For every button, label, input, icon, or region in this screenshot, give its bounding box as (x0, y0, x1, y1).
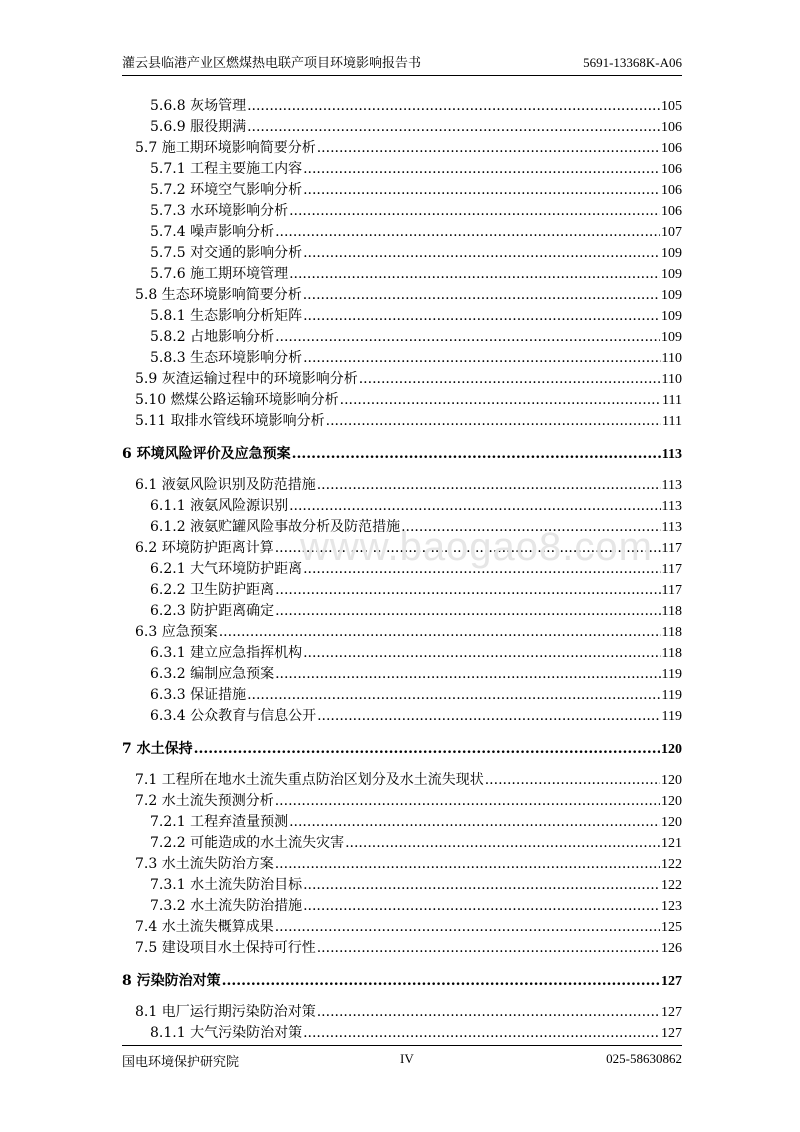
toc-entry-page: 109 (661, 246, 682, 261)
toc-entry-title: 8.1.1 大气污染防治对策 (150, 1025, 303, 1041)
toc-entry-page: 117 (661, 583, 682, 598)
toc-entry-page: 106 (661, 204, 682, 219)
toc-entry-title: 6.2.1 大气环境防护距离 (150, 561, 303, 577)
toc-entry[interactable] (122, 832, 682, 853)
toc-entry-title: 6 环境风险评价及应急预案 (122, 446, 291, 462)
toc-entry-page: 120 (661, 815, 682, 830)
toc-entry[interactable] (122, 663, 682, 684)
toc-entry[interactable] (122, 305, 682, 326)
toc-entry-title: 5.7.3 水环境影响分析 (150, 203, 289, 219)
toc-leader-dots (275, 793, 660, 809)
toc-entry-title: 7.3.2 水土流失防治措施 (150, 898, 303, 914)
toc-entry-title: 7.2 水土流失预测分析 (135, 793, 274, 809)
toc-entry[interactable] (122, 738, 682, 760)
toc-leader-dots (219, 624, 661, 640)
toc-leader-dots (303, 161, 660, 177)
toc-entry[interactable] (122, 970, 682, 992)
toc-entry-page: 119 (661, 709, 682, 724)
toc-entry-title: 7.5 建设项目水土保持可行性 (135, 940, 316, 956)
toc-leader-dots (275, 666, 660, 682)
toc-entry-title: 5.7.5 对交通的影响分析 (150, 245, 303, 261)
toc-entry[interactable] (122, 95, 682, 116)
toc-entry-page: 113 (661, 499, 682, 514)
toc-entry[interactable] (122, 1001, 682, 1022)
toc-leader-dots (275, 856, 660, 872)
toc-entry-title: 5.7 施工期环境影响简要分析 (135, 140, 316, 156)
toc-leader-dots (303, 287, 660, 303)
toc-entry-title: 5.10 燃煤公路运输环境影响分析 (135, 392, 339, 408)
toc-entry-page: 109 (661, 309, 682, 324)
toc-leader-dots (303, 898, 660, 914)
toc-leader-dots (340, 392, 661, 408)
toc-entry-title: 6.3 应急预案 (135, 624, 218, 640)
toc-leader-dots (303, 645, 660, 661)
toc-entry-page: 110 (661, 351, 682, 366)
toc-entry-page: 111 (662, 414, 682, 429)
toc-entry[interactable] (122, 326, 682, 347)
watermark: www.baogao8.com (300, 525, 653, 569)
toc-entry[interactable] (122, 1022, 682, 1043)
toc-entry-title: 7.3.1 水土流失防治目标 (150, 877, 303, 893)
toc-entry[interactable] (122, 621, 682, 642)
toc-entry-title: 5.8 生态环境影响简要分析 (135, 287, 302, 303)
toc-leader-dots (303, 308, 660, 324)
toc-leader-dots (317, 1004, 660, 1020)
toc-entry-page: 111 (662, 393, 682, 408)
toc-entry-title: 6.3.1 建立应急指挥机构 (150, 645, 303, 661)
toc-entry[interactable] (122, 389, 682, 410)
toc-leader-dots (485, 772, 660, 788)
toc-entry-page: 117 (661, 562, 682, 577)
toc-entry-title: 8 污染防治对策 (122, 973, 221, 989)
toc-entry[interactable] (122, 474, 682, 495)
toc-entry-title: 5.7.2 环境空气影响分析 (150, 182, 303, 198)
toc-entry-title: 5.6.9 服役期满 (150, 119, 247, 135)
toc-leader-dots (317, 708, 660, 724)
toc-entry[interactable] (122, 158, 682, 179)
toc-entry[interactable] (122, 347, 682, 368)
toc-leader-dots (289, 814, 660, 830)
toc-entry[interactable] (122, 443, 682, 465)
toc-entry[interactable] (122, 242, 682, 263)
toc-entry-page: 106 (661, 141, 682, 156)
toc-entry[interactable] (122, 853, 682, 874)
toc-entry-title: 6.2.3 防护距离确定 (150, 603, 275, 619)
table-of-contents (122, 95, 682, 1043)
toc-leader-dots (303, 561, 660, 577)
toc-entry-page: 118 (661, 625, 682, 640)
header-doc-number: 5691-13368K-A06 (583, 55, 682, 70)
toc-entry-page: 106 (661, 162, 682, 177)
toc-entry-title: 7 水土保持 (122, 741, 193, 757)
toc-entry[interactable] (122, 937, 682, 958)
toc-entry-page: 127 (661, 1005, 682, 1020)
toc-entry[interactable] (122, 895, 682, 916)
toc-entry-title: 7.1 工程所在地水土流失重点防治区划分及水土流失现状 (135, 772, 484, 788)
toc-entry-page: 113 (661, 520, 682, 535)
toc-leader-dots (275, 603, 660, 619)
toc-entry[interactable] (122, 705, 682, 726)
toc-leader-dots (317, 940, 660, 956)
toc-entry-title: 7.3 水土流失防治方案 (135, 856, 274, 872)
toc-entry-page: 106 (661, 183, 682, 198)
toc-leader-dots (326, 413, 661, 429)
toc-leader-dots (289, 266, 660, 282)
toc-leader-dots (359, 371, 661, 387)
toc-entry-page: 123 (661, 899, 682, 914)
toc-entry-page: 119 (661, 688, 682, 703)
toc-leader-dots (317, 140, 660, 156)
toc-entry-title: 6.3.3 保证措施 (150, 687, 247, 703)
toc-entry[interactable] (122, 579, 682, 600)
footer-organization: 国电环境保护研究院 (122, 1055, 240, 1070)
toc-entry-page: 110 (661, 372, 682, 387)
toc-entry[interactable] (122, 769, 682, 790)
toc-leader-dots (275, 329, 660, 345)
toc-leader-dots (303, 182, 660, 198)
toc-entry-page: 113 (661, 478, 682, 493)
toc-entry-title: 6.1 液氨风险识别及防范措施 (135, 477, 316, 493)
toc-leader-dots (303, 350, 660, 366)
toc-entry[interactable] (122, 179, 682, 200)
toc-entry-page: 127 (661, 974, 682, 989)
toc-leader-dots (275, 919, 660, 935)
toc-entry-page: 118 (661, 646, 682, 661)
toc-entry-page: 120 (661, 742, 682, 757)
toc-entry[interactable] (122, 558, 682, 579)
toc-entry-page: 109 (661, 267, 682, 282)
toc-entry-title: 5.11 取排水管线环境影响分析 (135, 413, 325, 429)
toc-entry-page: 113 (661, 447, 682, 462)
toc-entry-page: 117 (661, 541, 682, 556)
toc-entry-page: 105 (661, 99, 682, 114)
toc-entry-page: 122 (661, 857, 682, 872)
toc-leader-dots (317, 477, 661, 493)
page-footer (122, 1045, 682, 1068)
toc-entry[interactable] (122, 284, 682, 305)
toc-entry-title: 6.1.1 液氨风险源识别 (150, 498, 289, 514)
toc-entry-title: 5.8.1 生态影响分析矩阵 (150, 308, 303, 324)
toc-entry[interactable] (122, 516, 682, 537)
toc-entry-title: 6.2 环境防护距离计算 (135, 540, 274, 556)
toc-entry-page: 120 (661, 794, 682, 809)
toc-entry[interactable] (122, 495, 682, 516)
toc-leader-dots (275, 582, 660, 598)
toc-entry-page: 120 (661, 773, 682, 788)
toc-entry-page: 126 (661, 941, 682, 956)
footer-page-number: IV (400, 1051, 414, 1066)
toc-entry[interactable] (122, 916, 682, 937)
footer-phone: 025-58630862 (606, 1051, 682, 1066)
toc-leader-dots (289, 203, 660, 219)
toc-entry[interactable] (122, 874, 682, 895)
toc-leader-dots (275, 540, 661, 556)
header-title: 灌云县临港产业区燃煤热电联产项目环境影响报告书 (122, 56, 422, 71)
toc-entry[interactable] (122, 642, 682, 663)
toc-entry[interactable] (122, 221, 682, 242)
toc-entry-title: 5.8.3 生态环境影响分析 (150, 350, 303, 366)
toc-entry[interactable] (122, 263, 682, 284)
toc-entry-page: 119 (661, 667, 682, 682)
toc-leader-dots (247, 98, 660, 114)
toc-leader-dots (247, 119, 660, 135)
toc-entry-title: 5.9 灰渣运输过程中的环境影响分析 (135, 371, 358, 387)
toc-entry-title: 7.2.1 工程弃渣量预测 (150, 814, 289, 830)
toc-entry-page: 127 (661, 1026, 682, 1041)
toc-entry[interactable] (122, 811, 682, 832)
toc-leader-dots (292, 446, 661, 462)
toc-entry-title: 5.7.4 噪声影响分析 (150, 224, 275, 240)
toc-entry-page: 109 (661, 288, 682, 303)
toc-entry[interactable] (122, 684, 682, 705)
toc-entry-title: 5.8.2 占地影响分析 (150, 329, 275, 345)
page-header (122, 55, 682, 76)
toc-leader-dots (289, 498, 660, 514)
toc-entry[interactable] (122, 116, 682, 137)
toc-entry[interactable] (122, 537, 682, 558)
toc-entry-title: 5.7.6 施工期环境管理 (150, 266, 289, 282)
toc-entry-title: 6.3.2 编制应急预案 (150, 666, 275, 682)
toc-entry-title: 5.7.1 工程主要施工内容 (150, 161, 303, 177)
toc-entry-page: 121 (661, 836, 682, 851)
toc-entry[interactable] (122, 790, 682, 811)
toc-entry-page: 125 (661, 920, 682, 935)
toc-entry-title: 8.1 电厂运行期污染防治对策 (135, 1004, 316, 1020)
toc-entry-title: 7.2.2 可能造成的水土流失灾害 (150, 835, 345, 851)
toc-leader-dots (194, 741, 660, 757)
toc-entry[interactable] (122, 200, 682, 221)
toc-entry-title: 5.6.8 灰场管理 (150, 98, 247, 114)
toc-entry-title: 6.2.2 卫生防护距离 (150, 582, 275, 598)
toc-entry[interactable] (122, 410, 682, 431)
toc-entry[interactable] (122, 137, 682, 158)
toc-leader-dots (222, 973, 660, 989)
toc-leader-dots (345, 835, 660, 851)
toc-entry-page: 122 (661, 878, 682, 893)
toc-entry[interactable] (122, 368, 682, 389)
toc-entry-page: 107 (661, 225, 682, 240)
toc-entry-title: 6.3.4 公众教育与信息公开 (150, 708, 317, 724)
toc-entry-page: 109 (661, 330, 682, 345)
toc-entry-page: 106 (661, 120, 682, 135)
toc-leader-dots (303, 1025, 660, 1041)
toc-entry-title: 6.1.2 液氨贮罐风险事故分析及防范措施 (150, 519, 401, 535)
toc-entry-title: 7.4 水土流失概算成果 (135, 919, 274, 935)
toc-leader-dots (303, 245, 660, 261)
toc-leader-dots (275, 224, 660, 240)
toc-entry[interactable] (122, 600, 682, 621)
toc-entry-page: 118 (661, 604, 682, 619)
toc-leader-dots (247, 687, 660, 703)
toc-leader-dots (303, 877, 660, 893)
toc-leader-dots (401, 519, 660, 535)
